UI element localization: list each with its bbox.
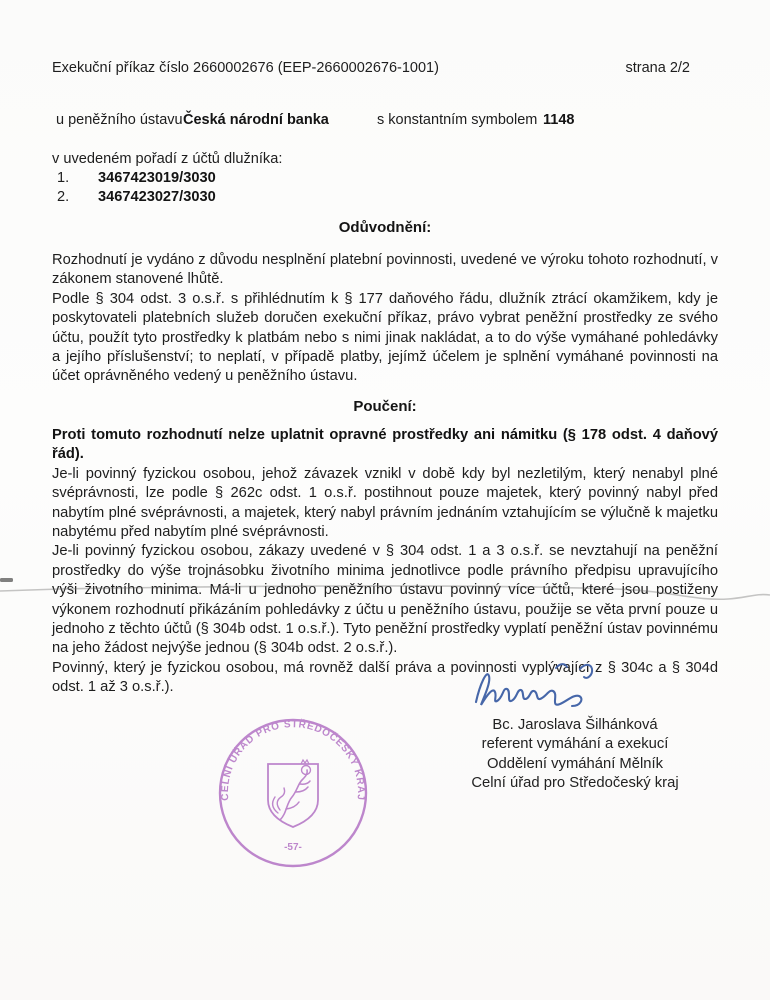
stamp-ring-text: CELNÍ ÚŘAD PRO STŘEDOČESKÝ KRAJ (219, 719, 367, 802)
section-heading-oduvodneni: Odůvodnění: (338, 219, 432, 236)
bank-line (52, 112, 718, 132)
account-index: 1. (57, 170, 70, 186)
paragraph: Je-li povinný fyzickou osobou, zákazy uvedené v § 304 odst. 1 a 3 o.s.ř. se nevztahují na peněžní prostředky do výše trojnásobku životního minima jednotlivce podle právního předpisu upravujícího výši životního minima. Má-li u jednoho peněžního ústavu povinný více účtů, které jsou postiženy výkonem rozhodnutí přikázáním pohledávky z účtu u peněžního ústavu, použije se věta první pouze u jednoho z těchto účtů (§ 304b odst. 1 o.s.ř.). Tyto peněžní prostředky vyplatí peněžní ústav povinnému na jeho žádost nejvýše jednou (§ 304b odst. 2 o.s.ř.). (52, 543, 718, 657)
constant-symbol-value: 1148 (543, 112, 575, 128)
handwritten-signature (468, 660, 610, 712)
accounts-intro: v uvedeném pořadí z účtů dlužníka: (52, 151, 283, 167)
section-heading-pouceni: Poučení: (353, 398, 417, 415)
document-number: Exekuční příkaz číslo 2660002676 (EEP-2660002676-1001) (52, 60, 439, 76)
office-stamp (214, 714, 372, 872)
signatory-name: Bc. Jaroslava Šilhánková (492, 717, 658, 733)
page-indicator: strana 2/2 (625, 60, 690, 76)
signatory-department: Oddělení vymáhání Mělník (486, 755, 663, 772)
debtor-accounts (52, 151, 282, 208)
signature-block (430, 716, 720, 793)
account-row (52, 169, 282, 188)
paragraph: Podle § 304 odst. 3 o.s.ř. s přihlédnutím k § 177 daňového řádu, dlužník ztrácí okamžikem, kdy je poskytovateli platebních služeb doručen exekuční příkaz, právo vybrat peněžní prostředky ze svého účtu, použít tyto prostředky k platbám nebo s nimi jinak nakládat, a to do výše vymáhané pohledávky a jejího příslušenství; to neplatí, v případě platby, jejímž účelem je splnění vymáhané povinnosti na účet oprávněného vedený u peněžního ústavu. (52, 290, 718, 385)
section-body-pouceni (52, 426, 718, 698)
account-index: 2. (57, 189, 70, 206)
paragraph: Je-li povinný fyzickou osobou, jehož závazek vznikl v době kdy byl nezletilým, který nenabyl plné svéprávnosti, lze podle § 262c odst. 1 o.s.ř. postihnout pouze majetek, který povinný nabyl před nabytím plné svéprávnosti, a majetek, který nabyl právním jednáním vztahujícím se výlučně k majetku nabytému před nabytím plné svéprávnosti. (52, 465, 718, 541)
svg-text:CELNÍ ÚŘAD PRO STŘEDOČESKÝ KRA (220, 717, 366, 801)
signatory-role: referent vymáhání a exekucí (481, 736, 669, 753)
paragraph: Rozhodnutí je vydáno z důvodu nesplnění platební povinnosti, uvedené ve výroku tohoto rozhodnutí, v zákonem stanovené lhůtě. (52, 252, 718, 288)
bank-label: u peněžního ústavu (56, 112, 183, 128)
stamp-number: -57- (284, 842, 302, 853)
account-row (52, 188, 282, 207)
paragraph: Povinný, který je fyzickou osobou, má rovněž další práva a povinnosti vyplývající z § 304c a § 304d odst. 1 až 3 o.s.ř.). (52, 659, 718, 696)
bank-name: Česká národní banka (183, 112, 329, 128)
signatory-office: Celní úřad pro Středočeský kraj (471, 774, 679, 791)
constant-symbol-label: s konstantním symbolem (377, 112, 538, 128)
paragraph-bold: Proti tomuto rozhodnutí nelze uplatnit opravné prostředky ani námitku (§ 178 odst. 4 daňový řád). (52, 427, 718, 463)
account-number: 3467423027/3030 (98, 189, 216, 206)
section-body-oduvodneni (52, 251, 718, 387)
document-header (52, 60, 690, 76)
account-number: 3467423019/3030 (98, 170, 216, 186)
stamp-coat-of-arms (268, 760, 318, 827)
